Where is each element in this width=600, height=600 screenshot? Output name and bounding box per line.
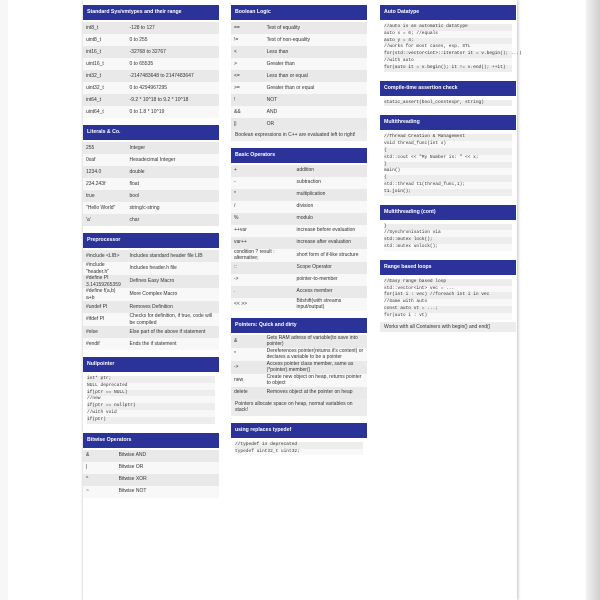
row-value: char xyxy=(129,216,140,223)
code-line: for(std::vector<int>::iterator it = v.begin(); ...) xyxy=(384,51,522,57)
table-row xyxy=(231,213,367,225)
code-line: //Same with auto xyxy=(384,299,512,306)
row-key: #include <LIB> xyxy=(86,252,120,259)
code-line: if(ptr == nullptr) xyxy=(87,403,215,410)
section-title: Preprocessor xyxy=(83,233,219,248)
row-value: Dereferences pointer(returns it's content) or declares a variable to be a pointer xyxy=(266,347,364,361)
table-row xyxy=(83,22,219,34)
section-title: Literals & Co. xyxy=(83,125,219,140)
row-value: float xyxy=(129,180,139,187)
table-row xyxy=(83,106,219,118)
code-line: { xyxy=(384,175,512,182)
table-row xyxy=(231,201,367,213)
row-key: * xyxy=(234,350,236,357)
row-key: << >> xyxy=(234,300,248,307)
row-value: 0 to 255 xyxy=(129,36,148,43)
section-title: using replaces typedef xyxy=(231,423,367,438)
table-row xyxy=(83,178,219,190)
table-row xyxy=(231,348,367,361)
row-value: 0 to 1.8 * 10^19 xyxy=(129,108,165,115)
row-key: 0xaf xyxy=(86,156,96,163)
table-row xyxy=(231,249,367,262)
types-table xyxy=(83,22,219,118)
table-row xyxy=(231,118,367,130)
table-row xyxy=(83,338,219,350)
row-key: + xyxy=(234,167,237,174)
table-row xyxy=(83,250,219,262)
table-row xyxy=(83,275,219,288)
row-value: Access pointer class member, same as (*pointer).member() xyxy=(266,360,354,374)
row-value: bool xyxy=(129,192,139,199)
code-line: std::mutex lock(); xyxy=(384,237,512,244)
row-value: multiplication xyxy=(296,191,326,198)
code-line: std::mutex unlock(); xyxy=(384,244,512,251)
page-background-left xyxy=(0,0,8,600)
code-line: } xyxy=(384,162,512,169)
table-row xyxy=(231,225,367,237)
table-row xyxy=(83,34,219,46)
section-multithreading xyxy=(380,115,516,197)
row-key: :: xyxy=(234,264,237,271)
row-key: 1234.0 xyxy=(86,168,102,175)
code-line: std::thread t1(thread_func,1); xyxy=(384,182,512,189)
section-static-assert xyxy=(380,81,516,109)
row-key: ! xyxy=(234,96,236,103)
row-key: new xyxy=(234,376,244,383)
section-title: Bitwise Operators xyxy=(83,433,219,448)
section-title: Multithreading (cont) xyxy=(380,205,516,220)
code-line: auto y = 4; xyxy=(384,38,512,45)
table-row xyxy=(231,34,367,46)
table-row xyxy=(231,106,367,118)
row-key: . xyxy=(234,288,236,295)
section-nullpointer xyxy=(83,357,219,426)
pointers-note: Pointers allocate space on heap, normal variables on stack! xyxy=(231,399,367,416)
section-title: Range based loops xyxy=(380,260,516,275)
row-value: -128 to 127 xyxy=(129,24,155,31)
row-key: var++ xyxy=(234,239,247,246)
row-value: short form of if-like structure xyxy=(296,251,359,258)
code-line: NULL deprecated xyxy=(87,383,215,390)
static-assert-code xyxy=(380,98,516,109)
row-key: / xyxy=(234,203,236,210)
typedef-code xyxy=(231,440,367,458)
row-key: ++var xyxy=(234,227,247,234)
row-value: increase after evaluation xyxy=(296,239,352,246)
row-value: Removes object at the pointer on heap xyxy=(266,389,353,396)
bitwise-table xyxy=(83,450,219,498)
code-line: for(auto it = v.begin(); it != v.end(); ++it) xyxy=(384,65,512,72)
section-multithreading-cont xyxy=(380,205,516,253)
code-line: } xyxy=(384,224,512,231)
table-row xyxy=(83,486,219,498)
row-key: 'a' xyxy=(86,216,91,223)
code-line: void thread_func(int x) xyxy=(384,141,512,148)
row-value: OR xyxy=(266,120,275,127)
row-value: Includes standard header file LIB xyxy=(129,252,203,259)
row-value: Scope Operator xyxy=(296,264,332,271)
row-key: int32_t xyxy=(86,72,102,79)
code-line: if(ptr) xyxy=(87,417,215,424)
code-line: const auto vt = ...; xyxy=(384,306,512,313)
code-line: //auto is an automatic datatype xyxy=(384,24,512,31)
code-line: if(ptr == NULL) xyxy=(87,390,215,397)
row-value: Bitwise AND xyxy=(118,452,147,459)
row-value: Greater than xyxy=(266,60,295,67)
row-value: Create new object on heap, returns pointer to object xyxy=(266,373,362,387)
row-key: #endif xyxy=(86,340,100,347)
row-key: #define PI 3.14159265359 xyxy=(86,275,121,288)
row-key: >= xyxy=(234,84,240,91)
row-key: ^ xyxy=(86,476,89,483)
code-line: typedef uint32_t uint32; xyxy=(235,449,363,456)
row-key: uint64_t xyxy=(86,108,104,115)
row-key: & xyxy=(234,337,238,344)
row-key: uint32_t xyxy=(86,84,104,91)
section-range-loops xyxy=(380,260,516,332)
operators-table xyxy=(231,165,367,311)
table-row xyxy=(231,335,367,348)
row-value: NOT xyxy=(266,96,278,103)
literals-table xyxy=(83,142,219,226)
row-value: Greater than or equal xyxy=(266,84,315,91)
column-3 xyxy=(380,5,522,339)
row-key: true xyxy=(86,192,95,199)
row-key: == xyxy=(234,24,240,31)
row-value: increase before evaluation xyxy=(296,227,356,234)
row-key: | xyxy=(86,464,88,471)
table-row xyxy=(83,190,219,202)
table-row xyxy=(231,298,367,311)
row-key: #include "header.h" xyxy=(86,262,110,275)
code-line: { xyxy=(384,148,512,155)
section-auto xyxy=(380,5,522,74)
table-row xyxy=(231,237,367,249)
row-value: Test of equality xyxy=(266,24,300,31)
pointers-table xyxy=(231,335,367,399)
row-value: Test of non-equality xyxy=(266,36,310,43)
table-row xyxy=(231,387,367,399)
row-key: & xyxy=(86,452,90,459)
section-title: Multithreading xyxy=(380,115,516,130)
row-key: != xyxy=(234,36,239,43)
column-2 xyxy=(231,5,367,464)
row-key: 234.243f xyxy=(86,180,106,187)
table-row xyxy=(231,58,367,70)
row-value: double xyxy=(129,168,145,175)
table-row xyxy=(231,82,367,94)
table-row xyxy=(83,202,219,214)
row-key: condition ? result : alternative; xyxy=(234,248,275,262)
table-row xyxy=(83,313,219,326)
table-row xyxy=(83,166,219,178)
table-row xyxy=(83,94,219,106)
section-title: Nullpointer xyxy=(83,357,219,372)
row-value: Bitwise NOT xyxy=(118,488,147,495)
row-key: ~ xyxy=(86,488,89,495)
row-value: Less than or equal xyxy=(266,72,308,79)
preprocessor-table xyxy=(83,250,219,350)
row-key: #else xyxy=(86,328,98,335)
column-1 xyxy=(83,5,219,505)
row-key: || xyxy=(234,120,237,127)
table-row xyxy=(83,142,219,154)
code-line: //Synchronisation via xyxy=(384,230,512,237)
row-value: division xyxy=(296,203,314,210)
table-row xyxy=(231,94,367,106)
row-key: && xyxy=(234,108,241,115)
row-value: More Complex Macro xyxy=(129,291,178,298)
row-value: -9.2 * 10^18 to 9.2 * 10^18 xyxy=(129,96,189,103)
code-line: //with auto xyxy=(384,58,512,65)
table-row xyxy=(231,189,367,201)
row-value: pointer-to-member xyxy=(296,276,338,283)
table-row xyxy=(83,70,219,82)
table-row xyxy=(83,214,219,226)
row-value: 0 to 65535 xyxy=(129,60,154,67)
auto-code xyxy=(380,22,522,74)
table-row xyxy=(83,462,219,474)
row-value: Checks for definition, if true, code will be compiled xyxy=(129,313,213,326)
section-boolean-logic xyxy=(231,5,367,141)
table-row xyxy=(231,374,367,387)
row-value: modulo xyxy=(296,215,313,222)
row-value: AND xyxy=(266,108,278,115)
row-key: - xyxy=(234,179,236,186)
table-row xyxy=(83,58,219,70)
section-basic-operators xyxy=(231,148,367,311)
table-row xyxy=(231,361,367,374)
section-title: Basic Operators xyxy=(231,148,367,163)
row-key: < xyxy=(234,48,237,55)
row-key: delete xyxy=(234,389,248,396)
row-value: addition xyxy=(296,167,315,174)
row-key: > xyxy=(234,60,237,67)
table-row xyxy=(83,326,219,338)
section-standard-types xyxy=(83,5,219,118)
code-line: //new xyxy=(87,396,215,403)
table-row xyxy=(83,154,219,166)
table-row xyxy=(231,262,367,274)
table-row xyxy=(231,274,367,286)
table-row xyxy=(83,301,219,313)
section-preprocessor xyxy=(83,233,219,350)
range-loops-code xyxy=(380,277,516,322)
code-line: main() xyxy=(384,168,512,175)
row-value: Bitshift(with streams input/output) xyxy=(296,297,342,311)
section-title: Pointers: Quick and dirty xyxy=(231,318,367,333)
table-row xyxy=(231,22,367,34)
code-line: //works for most cases, esp. STL xyxy=(384,44,512,51)
row-key: -> xyxy=(234,276,239,283)
section-title: Compile-time assertion check xyxy=(380,81,516,96)
row-key: uint16_t xyxy=(86,60,104,67)
section-pointers xyxy=(231,318,367,416)
row-key: "Hello World" xyxy=(86,204,116,211)
code-line: static_assert(bool_constexpr, string) xyxy=(384,100,512,107)
table-row xyxy=(83,288,219,301)
row-value: -32768 to 32767 xyxy=(129,48,166,55)
row-value: Bitwise OR xyxy=(118,464,144,471)
row-value: Gets RAM adress of variable(to save into pointer) xyxy=(266,334,358,348)
row-value: Hexadecimal Integer xyxy=(129,156,176,163)
row-key: int64_t xyxy=(86,96,102,103)
section-bitwise xyxy=(83,433,219,498)
section-title: Standard Sys/vmtypes and their range xyxy=(83,5,219,20)
row-value: Bitwise XOR xyxy=(118,476,147,483)
row-value: 0 to 4294967295 xyxy=(129,84,168,91)
code-line: for(auto i : vt) xyxy=(384,313,512,320)
row-key: #undef PI xyxy=(86,303,108,310)
page-background-right xyxy=(586,0,600,600)
boolean-note: Boolean expressions in C++ are evaluated left to right! xyxy=(231,130,367,141)
row-key: 255 xyxy=(86,144,95,151)
row-key: * xyxy=(234,191,236,198)
table-row xyxy=(231,177,367,189)
row-key: int8_t xyxy=(86,24,99,31)
multithreading-cont-code xyxy=(380,222,516,253)
row-value: Less than xyxy=(266,48,289,55)
table-row xyxy=(83,46,219,58)
code-line: int* ptr; xyxy=(87,376,215,383)
row-value: Access member xyxy=(296,288,333,295)
table-row xyxy=(83,474,219,486)
section-literals xyxy=(83,125,219,226)
code-line: for(int i : vec) //foreach int i in vec xyxy=(384,292,512,299)
section-title: Boolean Logic xyxy=(231,5,367,20)
nullpointer-code xyxy=(83,374,219,426)
row-value: Defines Easy Macro xyxy=(129,278,175,285)
row-value: subtraction xyxy=(296,179,322,186)
row-value: Integer xyxy=(129,144,146,151)
code-line: t1.join(); xyxy=(384,189,512,196)
row-key: uint8_t xyxy=(86,36,102,43)
row-key: int16_t xyxy=(86,48,102,55)
code-line: std::vector<int> vec = ... xyxy=(384,286,512,293)
range-loops-note: Works with all Containers with begin() and end() xyxy=(380,322,516,333)
table-row xyxy=(83,450,219,462)
row-key: % xyxy=(234,215,239,222)
code-line: //Easy range based loop xyxy=(384,279,512,286)
row-value: string/c-string xyxy=(129,204,160,211)
table-row xyxy=(231,286,367,298)
code-line: auto x = 6; //equals xyxy=(384,31,512,38)
code-line: //Thread Creation & Management xyxy=(384,134,512,141)
code-line: //typedef is deprecated xyxy=(235,442,363,449)
row-value: -2147483648 to 2147483647 xyxy=(129,72,194,79)
table-row xyxy=(83,262,219,275)
code-line: //with void xyxy=(87,410,215,417)
row-key: #ifdef PI xyxy=(86,316,105,323)
table-row xyxy=(231,46,367,58)
row-key: -> xyxy=(234,363,239,370)
row-value: Ends the if statement xyxy=(129,340,177,347)
row-key: <= xyxy=(234,72,240,79)
table-row xyxy=(83,82,219,94)
table-row xyxy=(231,165,367,177)
row-value: Else part of the above if statement xyxy=(129,328,206,335)
table-row xyxy=(231,70,367,82)
row-value: Includes header.h file xyxy=(129,265,177,272)
multithreading-code xyxy=(380,132,516,197)
row-value: Removes Definition xyxy=(129,303,173,310)
code-line: std::cout << "My Number is: " << x; xyxy=(384,155,512,162)
section-typedef xyxy=(231,423,367,458)
row-key: #define f(a,b) a+b xyxy=(86,288,116,301)
boolean-table xyxy=(231,22,367,130)
section-title: Auto Datatype xyxy=(380,5,516,20)
